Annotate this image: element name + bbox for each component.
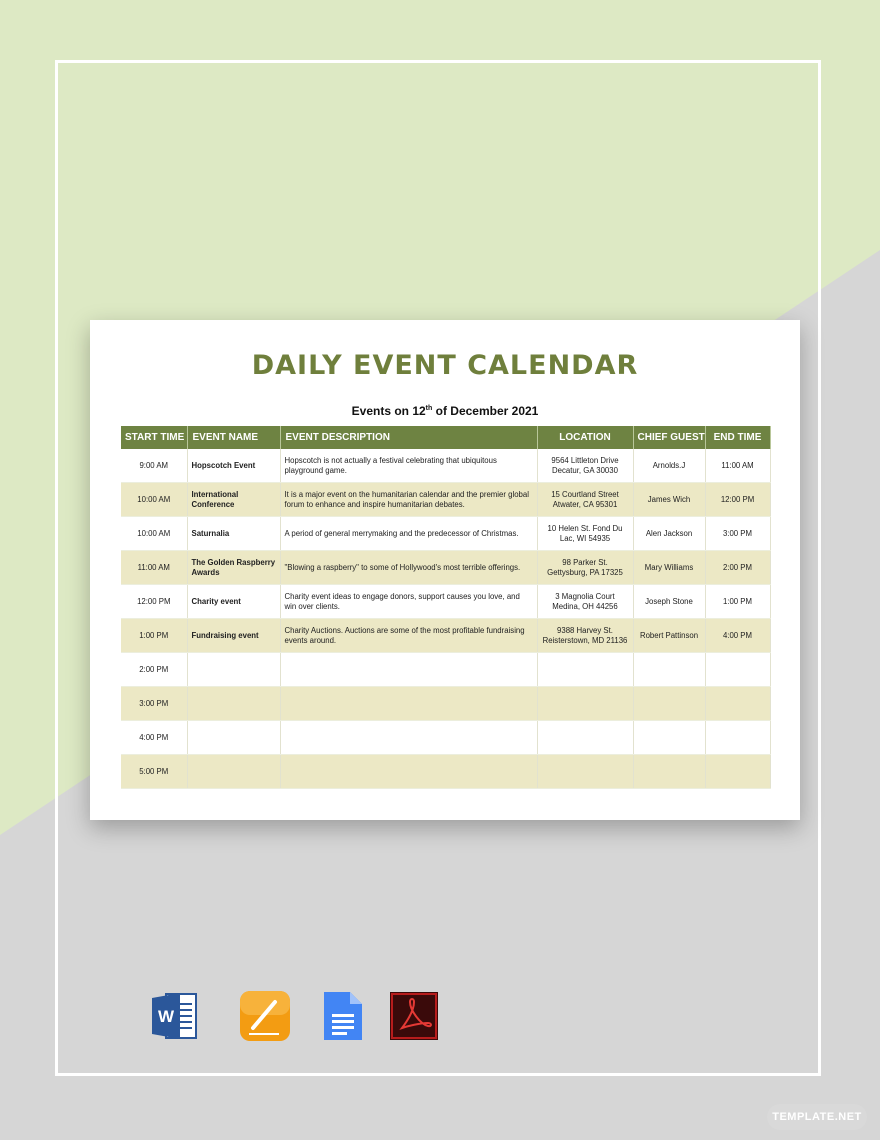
event-description-cell: A period of general merrymaking and the predecessor of Christmas.: [280, 517, 537, 551]
event-description-cell: "Blowing a raspberry" to some of Hollywood's most terrible offerings.: [280, 551, 537, 585]
start-time-cell: 3:00 PM: [121, 687, 187, 721]
event-name-cell: International Conference: [187, 483, 280, 517]
document-title: DAILY EVENT CALENDAR: [251, 350, 639, 381]
location-cell: 15 Courtland Street Atwater, CA 95301: [537, 483, 633, 517]
event-description-cell: Charity event ideas to engage donors, support causes you love, and win over clients.: [280, 585, 537, 619]
end-time-cell: [705, 687, 770, 721]
table-row: [121, 755, 770, 789]
table-row: [121, 551, 770, 585]
end-time-cell: 2:00 PM: [705, 551, 770, 585]
header-event-description: EVENT DESCRIPTION: [280, 426, 537, 449]
start-time-cell: 12:00 PM: [121, 585, 187, 619]
table-row: [121, 483, 770, 517]
table-row: [121, 619, 770, 653]
end-time-cell: [705, 653, 770, 687]
event-table: [121, 426, 771, 789]
chief-guest-cell: Joseph Stone: [633, 585, 705, 619]
event-description-cell: [280, 755, 537, 789]
event-name-cell: Hopscotch Event: [187, 449, 280, 483]
start-time-cell: 10:00 AM: [121, 517, 187, 551]
event-name-cell: Saturnalia: [187, 517, 280, 551]
header-location: LOCATION: [537, 426, 633, 449]
end-time-cell: 1:00 PM: [705, 585, 770, 619]
chief-guest-cell: James Wich: [633, 483, 705, 517]
event-description-cell: Charity Auctions. Auctions are some of the most profitable fundraising events around.: [280, 619, 537, 653]
document-sheet: [90, 320, 800, 820]
event-name-cell: [187, 755, 280, 789]
location-cell: 3 Magnolia Court Medina, OH 44256: [537, 585, 633, 619]
end-time-cell: [705, 755, 770, 789]
table-row: [121, 517, 770, 551]
location-cell: [537, 755, 633, 789]
end-time-cell: 11:00 AM: [705, 449, 770, 483]
start-time-cell: 2:00 PM: [121, 653, 187, 687]
location-cell: [537, 721, 633, 755]
header-start-time: START TIME: [121, 426, 187, 449]
event-name-cell: Fundraising event: [187, 619, 280, 653]
end-time-cell: 3:00 PM: [705, 517, 770, 551]
word-icon[interactable]: [150, 990, 202, 1042]
event-name-cell: [187, 653, 280, 687]
start-time-cell: 9:00 AM: [121, 449, 187, 483]
pages-icon[interactable]: [239, 990, 291, 1042]
end-time-cell: 4:00 PM: [705, 619, 770, 653]
chief-guest-cell: [633, 721, 705, 755]
document-subtitle: Events on 12th of December 2021: [351, 404, 539, 418]
pdf-icon[interactable]: [388, 990, 440, 1042]
chief-guest-cell: Arnolds.J: [633, 449, 705, 483]
start-time-cell: 5:00 PM: [121, 755, 187, 789]
chief-guest-cell: Robert Pattinson: [633, 619, 705, 653]
event-description-cell: Hopscotch is not actually a festival celebrating that ubiquitous playground game.: [280, 449, 537, 483]
start-time-cell: 11:00 AM: [121, 551, 187, 585]
table-row: [121, 687, 770, 721]
chief-guest-cell: [633, 755, 705, 789]
event-name-cell: Charity event: [187, 585, 280, 619]
event-description-cell: It is a major event on the humanitarian calendar and the premier global forum to enhance and inspire humanitarian debates.: [280, 483, 537, 517]
location-cell: 9388 Harvey St. Reisterstown, MD 21136: [537, 619, 633, 653]
table-row: [121, 449, 770, 483]
table-row: [121, 585, 770, 619]
chief-guest-cell: Mary Williams: [633, 551, 705, 585]
event-description-cell: [280, 687, 537, 721]
chief-guest-cell: [633, 653, 705, 687]
header-end-time: END TIME: [705, 426, 770, 449]
chief-guest-cell: Alen Jackson: [633, 517, 705, 551]
svg-text:W: W: [157, 1007, 175, 1026]
google-docs-icon[interactable]: [316, 990, 368, 1042]
watermark-badge: TEMPLATE.NET: [767, 1104, 867, 1130]
location-cell: [537, 653, 633, 687]
event-description-cell: [280, 653, 537, 687]
location-cell: [537, 687, 633, 721]
end-time-cell: 12:00 PM: [705, 483, 770, 517]
table-header-row: [121, 426, 770, 449]
header-event-name: EVENT NAME: [187, 426, 280, 449]
table-row: [121, 653, 770, 687]
event-name-cell: [187, 687, 280, 721]
location-cell: 10 Helen St. Fond Du Lac, WI 54935: [537, 517, 633, 551]
start-time-cell: 10:00 AM: [121, 483, 187, 517]
table-row: [121, 721, 770, 755]
location-cell: 98 Parker St. Gettysburg, PA 17325: [537, 551, 633, 585]
event-name-cell: [187, 721, 280, 755]
chief-guest-cell: [633, 687, 705, 721]
start-time-cell: 1:00 PM: [121, 619, 187, 653]
event-description-cell: [280, 721, 537, 755]
event-name-cell: The Golden Raspberry Awards: [187, 551, 280, 585]
location-cell: 9564 Littleton Drive Decatur, GA 30030: [537, 449, 633, 483]
start-time-cell: 4:00 PM: [121, 721, 187, 755]
end-time-cell: [705, 721, 770, 755]
header-chief-guest: CHIEF GUEST: [633, 426, 705, 449]
